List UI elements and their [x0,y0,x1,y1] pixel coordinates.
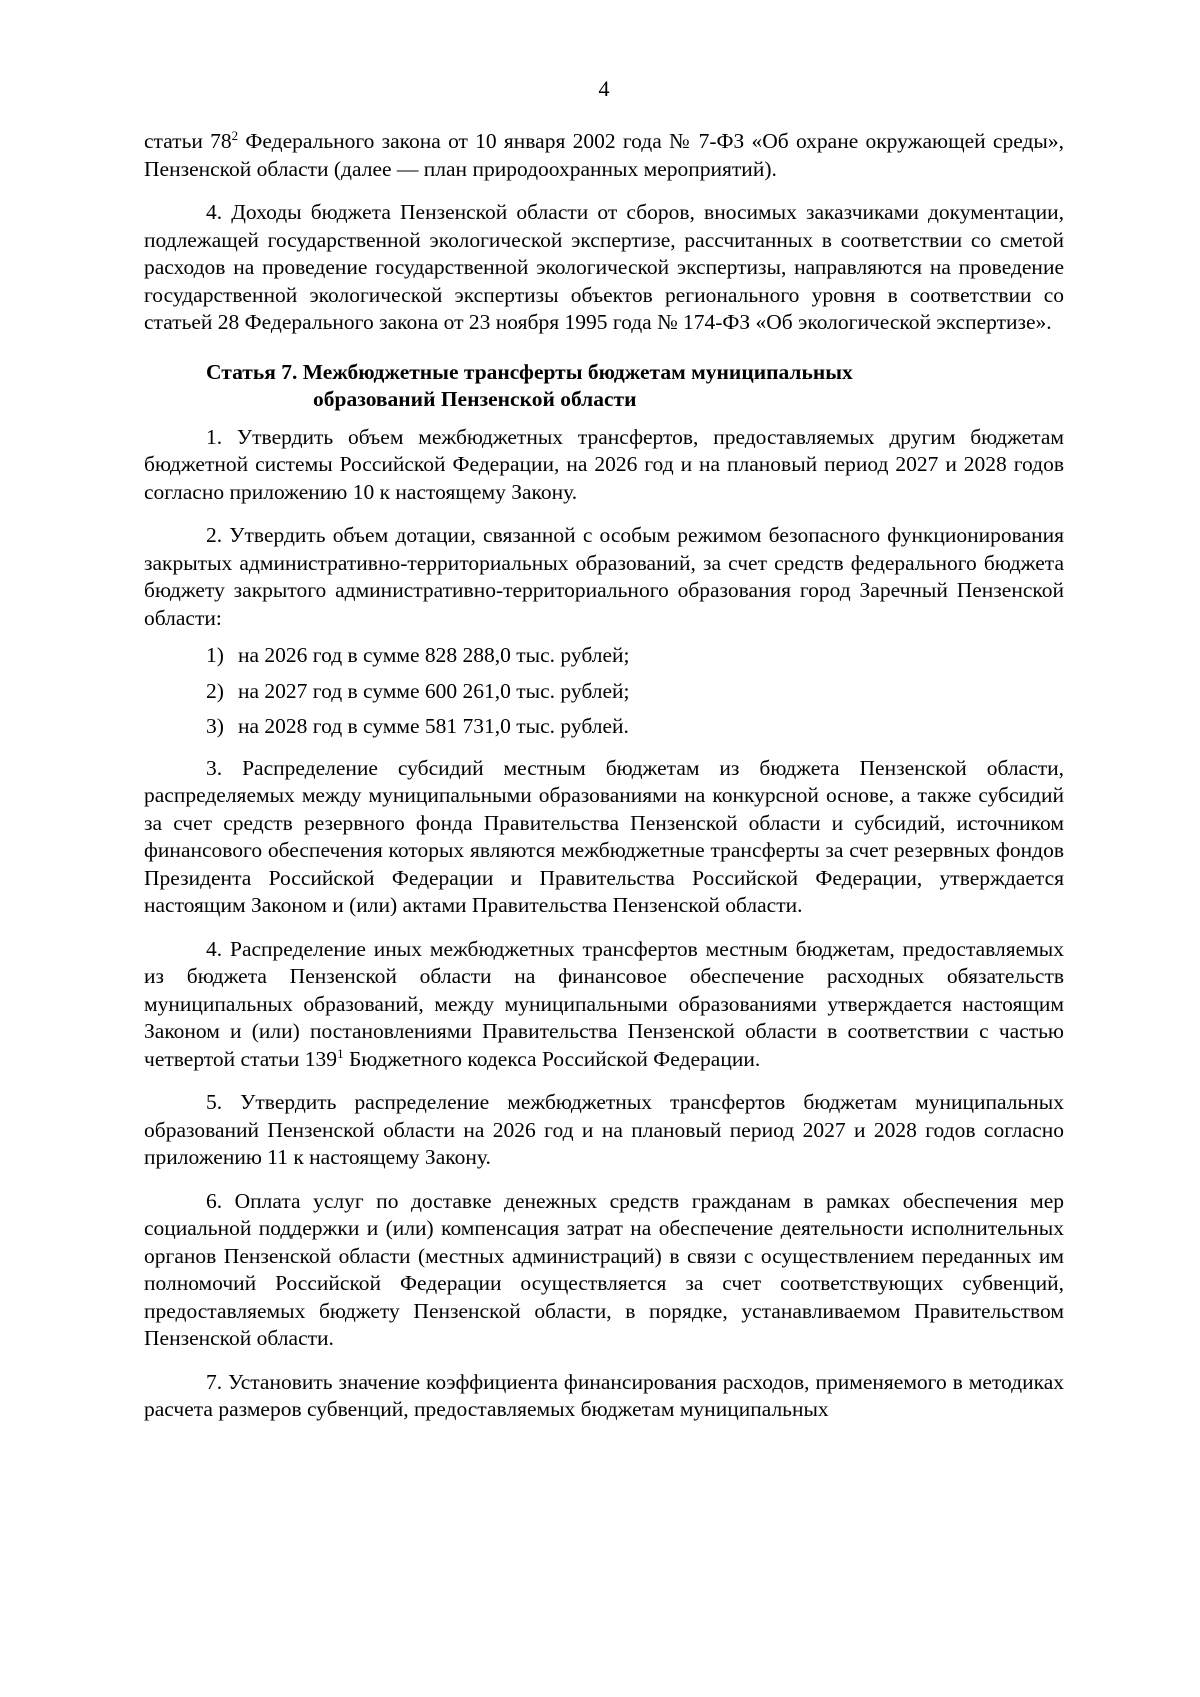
list-item [144,678,1064,706]
article-7-paragraph-7: 7. Установить значение коэффициента финансирования расходов, применяемого в методиках расчета размеров субвенций, предоставляемых бюджетам муниципальных [144,1369,1064,1421]
list-item [144,713,1064,741]
intro-text-a: статьи 78 [144,129,232,153]
intro-superscript: 2 [231,127,239,143]
article-7-paragraph-6: 6. Оплата услуг по доставке денежных средств гражданам в рамках обеспечения мер социальной поддержки и (или) компенсация затрат на обеспечение деятельности исполнительных органов Пензенской области (местных администраций) в связи с осуществлением переданных им полномочий Российской Федерации осуществляется за счет соответствующих субвенций, предоставляемых бюджету Пензенской области, в порядке, устанавливаемом Правительством Пензенской области. [144,1188,1064,1350]
paragraph-4-revenues: 4. Доходы бюджета Пензенской области от сборов, вносимых заказчиками документации, подлежащей государственной экологической экспертизе, рассчитанных в соответствии со сметой расходов на проведение государственной экологической экспертизы, направляются на проведение государственной экологической экспертизы объектов регионального уровня в соответствии со статьей 28 Федерального закона от 23 ноября 1995 года № 174-ФЗ «Об экологической экспертизе». [144,200,1064,334]
article-7-paragraph-4-superscript: 1 [337,1045,344,1061]
article-7-paragraph-5: 5. Утвердить распределение межбюджетных трансфертов бюджетам муниципальных образований Пензенской области на 2026 год и на плановый период 2027 и 2028 годов согласно приложению 11 к настоящему Закону. [144,1090,1064,1169]
article-7-paragraph-4-text-a: 4. Распределение иных межбюджетных трансфертов местным бюджетам, предоставляемых из бюджета Пензенской области на финансовое обеспечение расходных обязательств муниципальных образований, между муниципальными образованиями утверждается настоящим Законом и (или) постановлениями Правительства Пензенской области в соответствии с частью четвертой статьи 139 [144,936,1064,1071]
list-item-text: на 2026 год в сумме 828 288,0 тыс. рублей; [238,643,630,667]
list-item-number: 2) [206,678,224,703]
list-item-text: на 2027 год в сумме 600 261,0 тыс. рублей; [238,678,630,703]
article-7-heading-line2: образований Пензенской области [313,387,637,411]
article-7-paragraph-4-text-b: Бюджетного кодекса Российской Федерации. [343,1046,761,1071]
list-item-number: 1) [206,643,224,667]
article-7-paragraph-2: 2. Утвердить объем дотации, связанной с особым режимом безопасного функционирования закрытых административно-территориальных образований, за счет средств федерального бюджета бюджету закрытого административно-территориального образования город Заречный Пензенской области: [144,523,1064,630]
article-7-paragraph-4 [144,936,1064,1074]
article-7-subsidy-list [144,642,1064,741]
intro-text-b: Федерального закона от 10 января 2002 года № 7-ФЗ «Об охране окружающей среды», Пензенской области (далее — план природоохранных мероприятий). [144,129,1064,181]
intro-paragraph [144,128,1064,183]
page-number: 4 [598,76,610,101]
document-page [144,76,1064,1440]
article-7-heading-line1: Статья 7. Межбюджетные трансферты бюджетам муниципальных [206,359,853,384]
article-7-paragraph-1: 1. Утвердить объем межбюджетных трансфертов, предоставляемых другим бюджетам бюджетной системы Российской Федерации, на 2026 год и на плановый период 2027 и 2028 годов согласно приложению 10 к настоящему Закону. [144,424,1064,504]
article-7-heading [144,359,1064,414]
list-item [144,642,1064,670]
article-7-paragraph-3: 3. Распределение субсидий местным бюджетам из бюджета Пензенской области, распределяемых между муниципальными образованиями на конкурсной основе, а также субсидий за счет средств резервного фонда Правительства Пензенской области и субсидий, источником финансового обеспечения которых являются межбюджетные трансферты за счет резервных фондов Президента Российской Федерации и Правительства Российской Федерации, утверждается настоящим Законом и (или) актами Правительства Пензенской области. [144,755,1064,917]
list-item-text: на 2028 год в сумме 581 731,0 тыс. рублей. [238,714,629,738]
list-item-number: 3) [206,714,224,738]
